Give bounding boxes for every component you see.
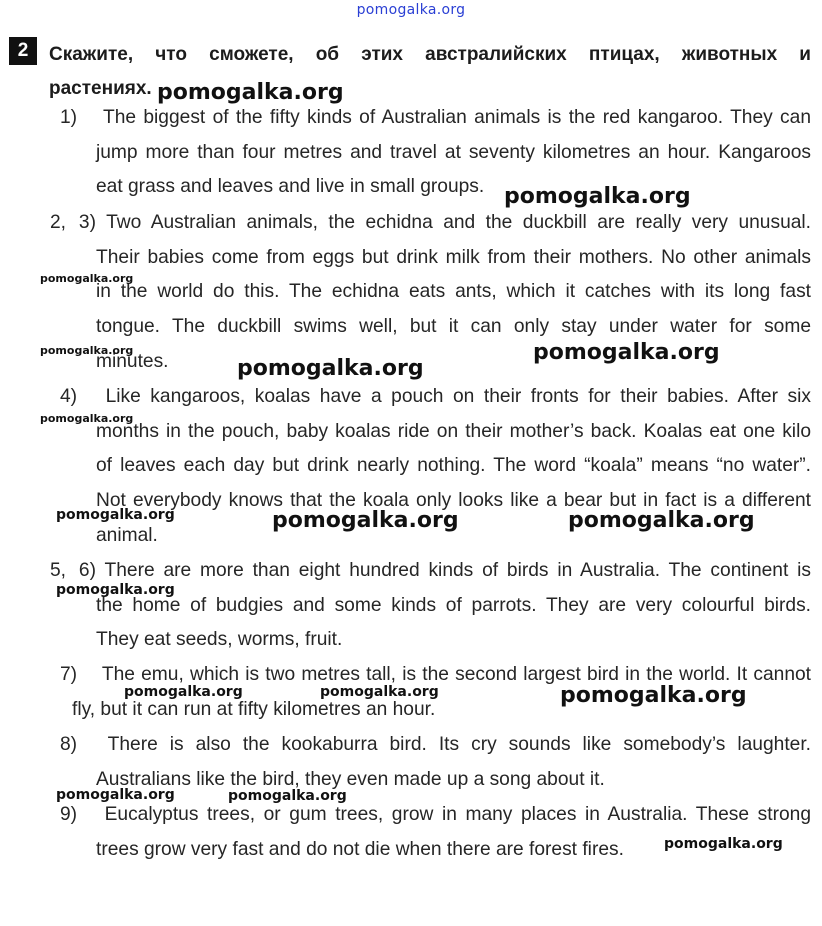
task-number-badge: 2 <box>9 37 37 65</box>
item-line: There are more than eight hundred kinds of birds in Australia. The continent is <box>104 560 812 581</box>
item-line: in the world do this. The echidna eats ants, which it catches with its long fast <box>96 281 811 303</box>
item-line: Two Australian animals, the echidna and the duckbill are really very unusual. <box>106 212 812 233</box>
item-line: fly, but it can run at fifty kilometres an hour. <box>72 698 436 720</box>
item-label: 1) <box>60 107 78 128</box>
watermark: pomogalka.org <box>533 340 720 365</box>
watermark: pomogalka.org <box>228 788 347 804</box>
item-label: 4) <box>60 386 78 407</box>
item-line: The emu, which is two metres tall, is the second largest bird in the world. It cannot <box>101 664 811 685</box>
item-label: 8) <box>60 734 78 755</box>
watermark: pomogalka.org <box>56 507 175 523</box>
item-line: tongue. The duckbill swims well, but it can only stay under water for some <box>96 316 811 338</box>
item-label: 2, 3) <box>50 212 96 233</box>
watermark: pomogalka.org <box>320 684 439 700</box>
item-line: They eat seeds, worms, fruit. <box>96 629 343 651</box>
task-title-line-2: растениях. <box>49 78 152 99</box>
item-line: trees grow very fast and do not die when there are forest fires. <box>96 838 624 860</box>
item-line: There is also the kookaburra bird. Its cry sounds like somebody’s laughter. <box>107 734 811 755</box>
watermark: pomogalka.org <box>272 508 459 533</box>
watermark: pomogalka.org <box>56 787 175 803</box>
watermark: pomogalka.org <box>40 412 134 425</box>
item-label: 7) <box>60 664 78 685</box>
item-line: Australians like the bird, they even made up a song about it. <box>96 768 605 790</box>
item-line: of leaves each day but drink nearly nothing. The word “koala” means “no water”. <box>96 455 811 477</box>
list-item-5-6 <box>50 554 812 658</box>
list-item-1 <box>60 101 811 205</box>
item-line: Not everybody knows that the koala only looks like a bear but in fact is a different <box>96 490 811 512</box>
watermark: pomogalka.org <box>504 184 691 209</box>
item-line: jump more than four metres and travel at seventy kilometres an hour. Kangaroos <box>96 141 811 163</box>
watermark: pomogalka.org <box>568 508 755 533</box>
item-line: the home of budgies and some kinds of parrots. They are very colourful birds. <box>96 594 811 616</box>
item-line: animal. <box>96 524 158 546</box>
watermark: pomogalka.org <box>124 684 243 700</box>
item-line: months in the pouch, baby koalas ride on their mother’s back. Koalas eat one kilo <box>96 420 811 442</box>
item-label: 9) <box>60 804 78 825</box>
watermark: pomogalka.org <box>40 344 134 357</box>
item-line: eat grass and leaves and live in small groups. <box>96 176 485 198</box>
watermark: pomogalka.org <box>40 272 134 285</box>
watermark: pomogalka.org <box>664 836 783 852</box>
item-line: minutes. <box>96 350 169 372</box>
item-label: 5, 6) <box>50 560 96 581</box>
watermark: pomogalka.org <box>56 582 175 598</box>
list-item-9 <box>60 798 811 867</box>
watermark: pomogalka.org <box>157 80 344 105</box>
site-header[interactable]: pomogalka.org <box>356 2 466 18</box>
item-line: The biggest of the fifty kinds of Australian animals is the red kangaroo. They can <box>102 107 811 128</box>
task-title-line-1: Скажите, что сможете, об этих австралийских птицах, животных и <box>49 44 811 65</box>
watermark: pomogalka.org <box>560 683 747 708</box>
watermark: pomogalka.org <box>237 356 424 381</box>
item-line: Their babies come from eggs but drink milk from their mothers. No other animals <box>96 246 811 268</box>
item-line: Eucalyptus trees, or gum trees, grow in many places in Australia. These strong <box>104 804 811 825</box>
item-line: Like kangaroos, koalas have a pouch on their fronts for their babies. After six <box>105 386 811 407</box>
